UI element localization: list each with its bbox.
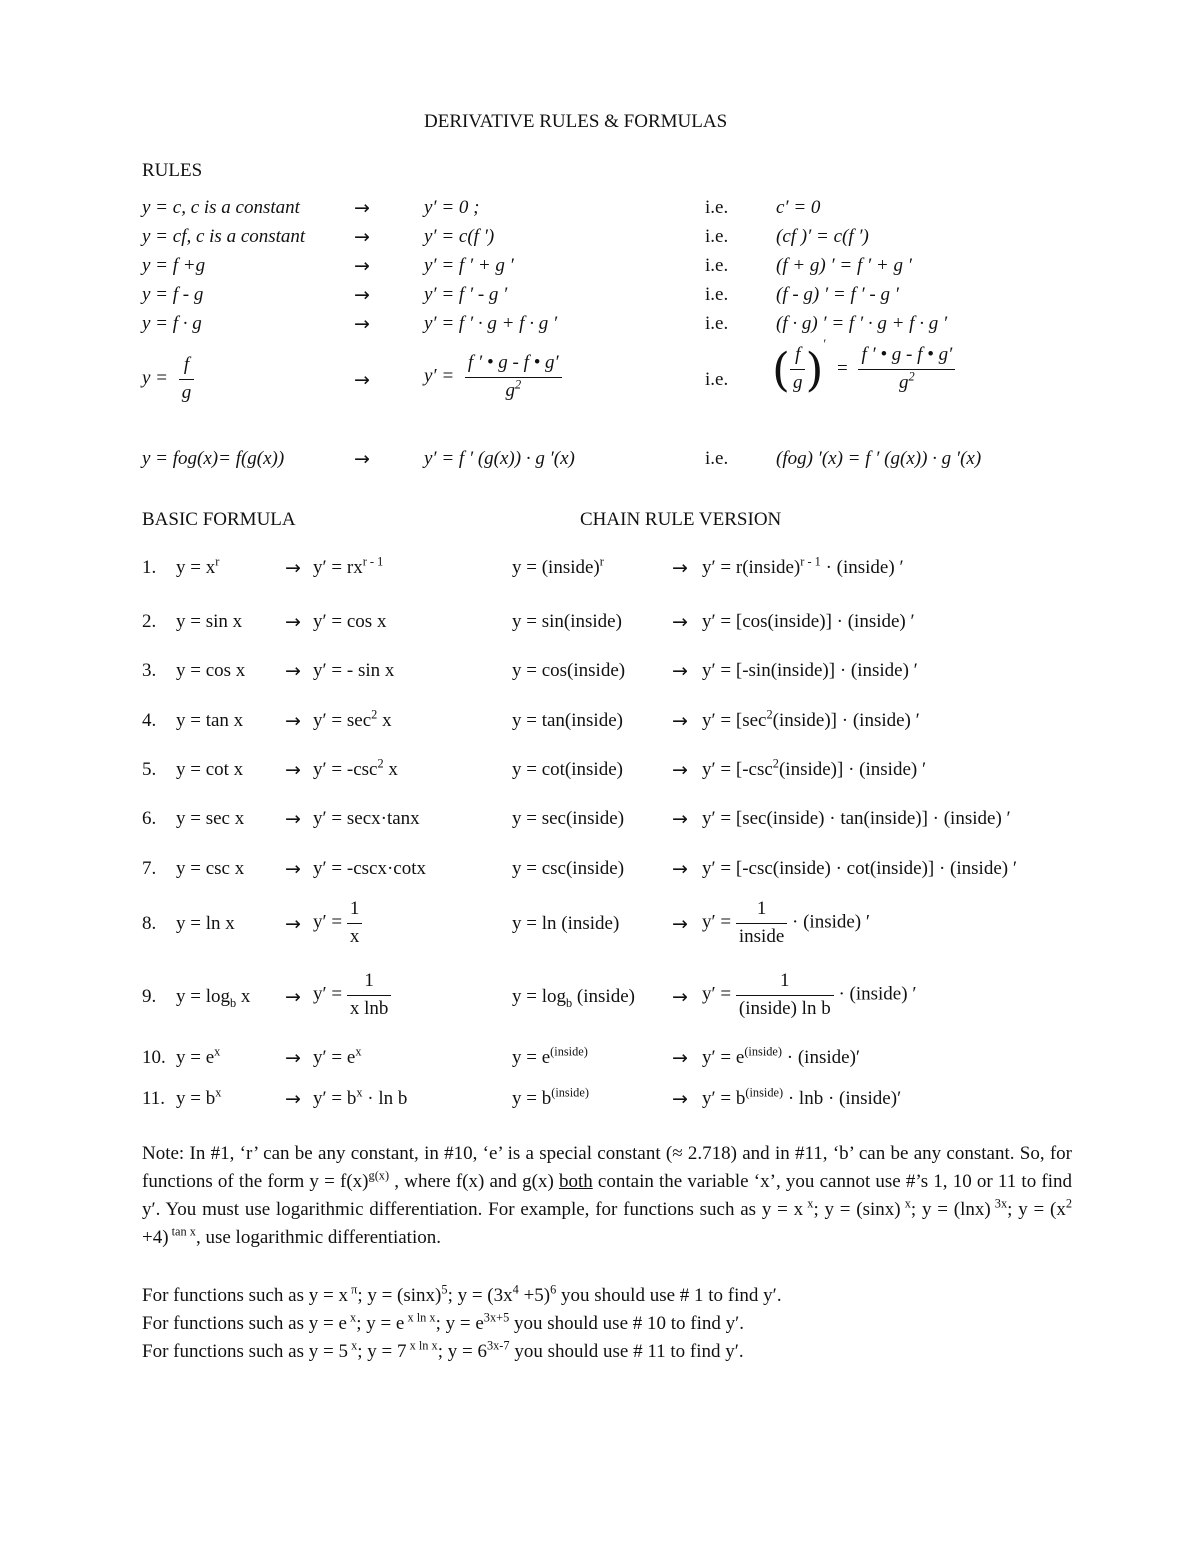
usage-text: For functions such as y = 5 [142, 1341, 348, 1362]
quotient-ie-den-exponent: 2 [908, 369, 915, 384]
basic-derivative: y′ = [313, 911, 343, 933]
basic-derivative: y′ = -csc [313, 759, 378, 780]
rule-ie: (cf )′ = c(f ′) [776, 226, 869, 247]
basic-y-tail: x [236, 986, 251, 1007]
quotient-f: f [179, 354, 195, 380]
chain-derivative-exponent: 2 [772, 756, 779, 771]
chain-derivative-tail: · (inside) ′ [792, 911, 871, 933]
rule-right: y′ = f ′ · g + f · g ′ [424, 313, 558, 334]
rule-right: y′ = c(f ′) [424, 226, 495, 247]
usage-line-2 [142, 1310, 745, 1336]
usage-exponent: 5 [441, 1282, 448, 1297]
usage-text: ; y = (sinx) [357, 1285, 442, 1306]
chain-y: y = (inside) [512, 557, 600, 578]
chain-derivative-tail: · (inside) ′ [838, 983, 917, 1005]
chain-derivative: y′ = [702, 983, 732, 1005]
chain-y: y = sin(inside) [512, 611, 622, 632]
usage-exponent: 4 [512, 1282, 519, 1297]
rule-left: y = c, c is a constant [142, 197, 300, 218]
basic-derivative-tail: · ln b [362, 1088, 408, 1109]
fraction-denominator: (inside) ln b [738, 997, 831, 1019]
chain-derivative: y′ = [-csc [702, 759, 773, 780]
chain-left: y = fog(x)= f(g(x)) [142, 448, 285, 469]
basic-derivative-exponent: 2 [371, 707, 378, 722]
arrow-icon: → [354, 197, 370, 219]
basic-y: y = cot x [176, 759, 244, 780]
usage-text: +5) [518, 1285, 551, 1306]
formula-number: 3. [142, 660, 157, 681]
usage-text: ; y = e [356, 1313, 405, 1334]
chain-derivative: y′ = [702, 911, 732, 933]
usage-exponent: 6 [550, 1282, 557, 1297]
chain-derivative: y′ = r(inside) [702, 557, 801, 578]
rule-ie: (f + g) ′ = f ′ + g ′ [776, 255, 912, 276]
chain-y-exponent: (inside) [550, 1044, 588, 1059]
chain-derivative: y′ = b [702, 1088, 746, 1109]
quotient-ie-g: g [792, 371, 803, 393]
quotient-g: g [181, 381, 192, 403]
usage-exponent: 3x-7 [486, 1338, 510, 1353]
arrow-icon: → [285, 1047, 301, 1069]
basic-derivative-exponent: x [355, 1044, 362, 1059]
usage-exponent: π [347, 1282, 358, 1297]
arrow-icon: → [672, 557, 688, 579]
ie-label: i.e. [705, 284, 729, 305]
chain-y: y = tan(inside) [512, 710, 623, 731]
usage-exponent: x ln x [404, 1310, 436, 1325]
arrow-icon: → [285, 1088, 301, 1110]
quotient-denominator: g [505, 379, 515, 401]
basic-derivative-tail: x [377, 710, 392, 731]
ie-label: i.e. [705, 197, 729, 218]
usage-text: you should use # 10 to find y′. [509, 1313, 745, 1334]
basic-y: y = cos x [176, 660, 246, 681]
arrow-icon: → [672, 808, 688, 830]
chain-right: y′ = f ′ (g(x)) · g ′(x) [424, 448, 575, 469]
ie-label: i.e. [705, 226, 729, 247]
fraction-denominator: inside [738, 925, 785, 947]
usage-text: ; y = 7 [357, 1341, 407, 1362]
note-exponent: x [900, 1196, 911, 1211]
basic-derivative-exponent: x [356, 1085, 363, 1100]
arrow-icon: → [354, 226, 370, 248]
chain-ie: (fog) ′(x) = f ′ (g(x)) · g ′(x) [776, 448, 982, 469]
chain-y: y = e [512, 1047, 551, 1068]
arrow-icon: → [354, 284, 370, 306]
note-text: ; y = (sinx) [813, 1199, 901, 1220]
log-base: b [566, 995, 573, 1010]
formula-number: 10. [142, 1047, 166, 1068]
basic-y: y = x [176, 557, 216, 578]
basic-derivative: y′ = secx·tanx [313, 808, 420, 829]
usage-text: ; y = (3x [447, 1285, 513, 1306]
quotient-ie-equals: = [837, 357, 848, 379]
formula-number: 2. [142, 611, 157, 632]
formula-number: 5. [142, 759, 157, 780]
chain-derivative-exponent: (inside) [745, 1085, 784, 1100]
basic-y-exponent: r [215, 554, 220, 569]
quotient-den-exponent: 2 [514, 377, 522, 392]
arrow-icon: → [672, 913, 688, 935]
note-text: +4) [142, 1227, 169, 1248]
rule-left: y = f - g [142, 284, 204, 305]
chain-derivative: y′ = [-csc(inside) · cot(inside)] · (inside) ′ [702, 858, 1018, 879]
basic-y: y = b [176, 1088, 216, 1109]
arrow-icon: → [285, 611, 301, 633]
usage-exponent: x ln x [406, 1338, 438, 1353]
quotient-ie-f: f [790, 344, 806, 370]
usage-line-3 [142, 1338, 744, 1364]
usage-text: For functions such as y = e [142, 1313, 347, 1334]
chain-derivative: y′ = [sec [702, 710, 767, 731]
rule-left: y = cf, c is a constant [142, 226, 306, 247]
arrow-icon: → [285, 557, 301, 579]
chain-y-exponent: r [599, 554, 604, 569]
arrow-icon: → [354, 448, 370, 470]
chain-derivative-tail: · (inside)′ [782, 1047, 861, 1068]
chain-y: y = ln (inside) [512, 913, 620, 934]
ie-label: i.e. [705, 255, 729, 276]
basic-derivative: y′ = sec [313, 710, 372, 731]
usage-text: For functions such as y = x [142, 1285, 348, 1306]
ie-label: i.e. [705, 369, 729, 390]
basic-derivative: y′ = -cscx·cotx [313, 858, 426, 879]
note-emphasis: both [558, 1171, 593, 1192]
arrow-icon: → [285, 808, 301, 830]
fraction-numerator: 1 [736, 898, 787, 924]
chain-derivative: y′ = [cos(inside)] · (inside) ′ [702, 611, 915, 632]
quotient-numerator: f ′ • g - f • g′ [465, 352, 562, 378]
arrow-icon: → [672, 611, 688, 633]
rules-heading: RULES [142, 160, 203, 181]
rule-left: y = f · g [142, 313, 202, 334]
basic-derivative-exponent: 2 [377, 756, 384, 771]
fraction-denominator: x [349, 925, 360, 947]
rule-ie: (f · g) ′ = f ′ · g + f · g ′ [776, 313, 948, 334]
basic-y: y = e [176, 1047, 215, 1068]
rule-right: y′ = f ′ - g ′ [424, 284, 508, 305]
chain-y: y = csc(inside) [512, 858, 625, 879]
basic-derivative: y′ = [313, 983, 343, 1005]
basic-y-exponent: x [214, 1044, 221, 1059]
arrow-icon: → [285, 858, 301, 880]
log-base: b [230, 995, 237, 1010]
quotient-yprime: y′ = [424, 365, 455, 387]
note-exponent: 2 [1065, 1196, 1072, 1211]
fraction-numerator: 1 [347, 898, 363, 924]
chain-y: y = b [512, 1088, 552, 1109]
basic-y: y = csc x [176, 858, 245, 879]
note-text: , where f(x) and g(x) [389, 1171, 559, 1192]
usage-exponent: x [347, 1338, 358, 1353]
basic-y: y = log [176, 986, 230, 1007]
arrow-icon: → [354, 369, 370, 391]
basic-y: y = ln x [176, 913, 235, 934]
ie-label: i.e. [705, 313, 729, 334]
basic-y-exponent: x [215, 1085, 222, 1100]
rule-right: y′ = f ′ + g ′ [424, 255, 514, 276]
chain-derivative-exponent: (inside) [744, 1044, 783, 1059]
chain-derivative-tail: · (inside) ′ [820, 557, 904, 578]
chain-y: y = cos(inside) [512, 660, 626, 681]
usage-text: you should use # 11 to find y′. [509, 1341, 744, 1362]
formula-number: 6. [142, 808, 157, 829]
chain-y-exponent: (inside) [551, 1085, 589, 1100]
chain-y: y = cot(inside) [512, 759, 623, 780]
formula-number: 11. [142, 1088, 166, 1109]
fraction-denominator: x lnb [349, 997, 389, 1019]
arrow-icon: → [354, 313, 370, 335]
usage-text: you should use # 1 to find y′. [556, 1285, 782, 1306]
basic-derivative: y′ = - sin x [313, 660, 395, 681]
chain-rule-heading: CHAIN RULE VERSION [580, 509, 782, 530]
basic-derivative-tail: x [383, 759, 398, 780]
note-text: contain the variable ‘x’, you cannot use #’s 1, 10 or 11 to find y′. You must use logarithmic differentiation. For example, for functions such as y = x [142, 1171, 1072, 1220]
arrow-icon: → [285, 759, 301, 781]
note-exponent: g(x) [368, 1168, 390, 1183]
note-paragraph [142, 1140, 1072, 1252]
quotient-ie-numerator: f ′ • g - f • g′ [858, 344, 955, 370]
formula-number: 1. [142, 557, 157, 578]
basic-formula-heading: BASIC FORMULA [142, 509, 296, 530]
basic-derivative-exponent: r - 1 [362, 554, 384, 569]
chain-derivative: y′ = e [702, 1047, 745, 1068]
arrow-icon: → [672, 1088, 688, 1110]
arrow-icon: → [285, 660, 301, 682]
basic-y: y = sin x [176, 611, 243, 632]
basic-derivative: y′ = b [313, 1088, 357, 1109]
arrow-icon: → [672, 858, 688, 880]
chain-derivative-tail: (inside)] · (inside) ′ [772, 710, 920, 731]
note-text: Note: In #1, ‘r’ can be any constant, in #10, ‘e’ is a special constant (≈ 2.718) and in #11, ‘b’ can be any constant. So, for functions of the form y = f(x) [142, 1143, 1072, 1192]
fraction-numerator: 1 [347, 970, 392, 996]
formula-number: 7. [142, 858, 157, 879]
rule-ie: (f - g) ′ = f ′ - g ′ [776, 284, 899, 305]
rule-right: y′ = 0 ; [424, 197, 480, 218]
arrow-icon: → [672, 710, 688, 732]
quotient-ie-prime: ′ [823, 336, 827, 351]
basic-derivative: y′ = e [313, 1047, 356, 1068]
basic-y: y = sec x [176, 808, 245, 829]
usage-exponent: 3x+5 [483, 1310, 510, 1325]
chain-derivative-exponent: r - 1 [800, 554, 821, 569]
arrow-icon: → [672, 759, 688, 781]
arrow-icon: → [285, 986, 301, 1008]
rule-ie: c′ = 0 [776, 197, 821, 218]
usage-exponent: x [346, 1310, 357, 1325]
usage-text: ; y = 6 [437, 1341, 487, 1362]
usage-text: ; y = e [435, 1313, 484, 1334]
usage-line-1 [142, 1282, 782, 1308]
note-exponent: x [803, 1196, 814, 1211]
basic-derivative: y′ = rx [313, 557, 363, 578]
chain-derivative-tail: · lnb · (inside)′ [783, 1088, 902, 1109]
note-text: , use logarithmic differentiation. [195, 1227, 441, 1248]
note-text: ; y = (lnx) [910, 1199, 991, 1220]
quotient-ie-denominator: g [899, 371, 909, 393]
arrow-icon: → [672, 986, 688, 1008]
formula-number: 8. [142, 913, 157, 934]
arrow-icon: → [354, 255, 370, 277]
chain-y-tail: (inside) [572, 986, 635, 1007]
chain-derivative: y′ = [-sin(inside)] · (inside) ′ [702, 660, 918, 681]
basic-derivative: y′ = cos x [313, 611, 387, 632]
formula-number: 9. [142, 986, 157, 1007]
chain-y: y = sec(inside) [512, 808, 625, 829]
rule-left: y = f +g [142, 255, 206, 276]
ie-label: i.e. [705, 448, 729, 469]
chain-y: y = log [512, 986, 566, 1007]
note-exponent: tan x [168, 1224, 196, 1239]
note-exponent: 3x [990, 1196, 1008, 1211]
basic-y: y = tan x [176, 710, 244, 731]
note-text: ; y = (x [1007, 1199, 1066, 1220]
fraction-numerator: 1 [736, 970, 834, 996]
arrow-icon: → [285, 710, 301, 732]
chain-derivative-exponent: 2 [766, 707, 773, 722]
quotient-y: y = [142, 367, 169, 389]
chain-derivative-tail: (inside)] · (inside) ′ [778, 759, 927, 780]
arrow-icon: → [672, 1047, 688, 1069]
page-title: DERIVATIVE RULES & FORMULAS [424, 111, 728, 132]
formula-number: 4. [142, 710, 157, 731]
chain-derivative: y′ = [sec(inside) · tan(inside)] · (inside) ′ [702, 808, 1011, 829]
arrow-icon: → [672, 660, 688, 682]
arrow-icon: → [285, 913, 301, 935]
